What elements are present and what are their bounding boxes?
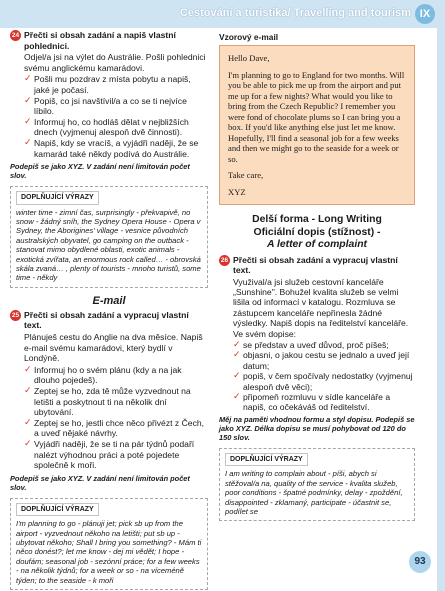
vocabulary-text: I am writing to complain about - píši, abych si stěžoval/a na, quality of the service - kvalita služeb, poor conditions - špatné podmínky, delay - zpoždění, disappointed - zklamaný, participate - účastnit se, podílet se [225, 469, 403, 516]
task-bullets [24, 74, 208, 159]
task-heading-text: Přečti si obsah zadání a napiš vlastní pohlednici. [24, 30, 176, 51]
bullet-item: ✓ Vyjádři naději, že se ti na pár týdnů podaří nalézt výhodnou práci a poté pojedete společně k moři. [24, 439, 208, 471]
vocabulary-text: I'm planning to go - plánuji jet; pick sb up from the airport - vyzvednout někoho na letišti; put sb up - ubytovat někoho; Shall I bring you something? - Mám ti něco donést?; let me know - dej mi vědět; I hope - doufám; seasonal job - sezónní práce; for a few weeks - na několik týdnů; for a week or so - na víceméně týden; to the seaside - k moři [16, 519, 202, 585]
page-number: 93 [409, 551, 431, 573]
bullet-item: ✓ připomeň rozmluvu v sídle kanceláře a napiš, co očekáváš od ředitelství. [233, 392, 415, 413]
task-note: Podepiš se jako XYZ. V zadání není limitován počet slov. [10, 162, 190, 181]
email-closing: Take care, [228, 170, 264, 180]
task-intro: Plánuješ cestu do Anglie na dva měsíce. Napiš e-mail svému kamarádovi, který bydlí v Londýně. [24, 331, 203, 364]
vocabulary-text: winter time - zimní čas, surprisingly - překvapivě, no snow - žádný sníh, the Sydney Opera House - Opera v Sydney, the Aborigines' village - vesnice původních australských obyvatel, go camping on the outback - stanovat mimo obydlené oblasti, exotic animals - exotická zvířata, an enormous rock called… - obrovská skála zvaná… , plenty of tourists - mnoho turistů, some time - někdy [16, 207, 201, 283]
vocabulary-box [219, 448, 415, 521]
sample-email-label: Vzorový e-mail [219, 32, 279, 42]
bullet-item: ✓ Popiš, co jsi navštívil/a a co se ti nejvíce líbilo. [24, 96, 208, 117]
vocabulary-title: DOPLŇUJÍCÍ VÝRAZY [16, 503, 99, 516]
right-column [219, 30, 415, 521]
vocabulary-box [10, 186, 208, 288]
bullet-item: ✓ objasni, o jakou cestu se jednalo a uveď její datum; [233, 350, 415, 371]
task-bullets [233, 340, 415, 413]
bullet-item: ✓ se představ a uveď důvod, proč píšeš; [233, 340, 415, 350]
task-note: Podepiš se jako XYZ. V zadání není limitován počet slov. [10, 473, 190, 492]
chapter-title: Cestování a turistika/ Travelling and tourism [179, 7, 411, 19]
side-strip [437, 28, 445, 591]
task-bullets [24, 365, 208, 471]
left-column [10, 30, 208, 590]
vocabulary-title: DOPLŇUJÍCÍ VÝRAZY [225, 453, 308, 466]
task-heading [10, 310, 208, 331]
sample-email-box [219, 45, 415, 205]
task-24 [10, 30, 208, 180]
bullet-item: ✓ popiš, v čem spočívaly nedostatky (vyjmenuj alespoň dvě věci); [233, 371, 415, 392]
bullet-item: ✓ Informuj ho, co hodláš dělat v nejbližších dnech (vyjmenuj alespoň dvě činnosti). [24, 117, 208, 138]
task-heading [219, 255, 415, 276]
task-intro: Využival/a jsi služeb cestovní kanceláře „Sunshine". Bohužel kvalita služeb se velmi lišila od informací v katalogu. Rozmluva se zástupcem kanceláře nepřinesla žádné výsledky. Napiš dopis na ředitelství kanceláře. Ve svém dopise: [233, 276, 409, 339]
vocabulary-box [10, 498, 208, 590]
task-intro: Odjel/a jsi na výlet do Austrálie. Pošli pohlednici svému anglickému kamarádovi. [24, 52, 206, 73]
long-writing-title-line: Delší forma - Long Writing [252, 214, 382, 225]
task-heading-text: Přečti si obsah zadání a vypracuj vlastní text. [233, 254, 398, 276]
task-26 [219, 255, 415, 442]
task-number-badge: 26 [220, 256, 229, 264]
task-heading [10, 30, 208, 51]
long-writing-title-line: A letter of complaint [266, 239, 368, 251]
bullet-item: ✓ Zeptej se ho, jestli chce něco přivézt z Čech, a uveď nějaké návrhy. [24, 418, 208, 439]
unit-badge: IX [415, 4, 435, 24]
task-number-badge: 25 [11, 311, 20, 319]
task-heading-text: Přečti si obsah zadání a vypracuj vlastní text. [24, 309, 189, 331]
bullet-item: ✓ Napiš, kdy se vracíš, a vyjádři naději, že se kamarád také někdy podívá do Austrálie. [24, 138, 208, 159]
email-signature: XYZ [228, 186, 246, 197]
task-note: Měj na paměti vhodnou formu a styl dopisu. Podepiš se jako XYZ. Délka dopisu se musí pohybovat od 120 do 150 slov. [219, 414, 415, 442]
header-band [0, 0, 445, 28]
bullet-item: ✓ Pošli mu pozdrav z místa pobytu a napiš, jaké je počasí. [24, 74, 208, 95]
long-writing-title [219, 214, 415, 252]
bullet-item: ✓ Zeptej se ho, zda tě může vyzvednout na letišti a poskytnout ti na několik dní ubytování. [24, 386, 208, 418]
email-greeting: Hello Dave, [228, 53, 270, 63]
task-number-badge: 24 [11, 32, 20, 39]
email-body: I'm planning to go to England for two months. Will you be able to pick me up from the airport and put me up for a few nights? What would you like to bring from the Czech Republic? I remember you were fond of chocolate plums so I can bring you a box. If you'd like anything else just let me know. Hopefully, I'll find a seasonal job for a few weeks and then we might go to the seaside for a week or so. [228, 69, 405, 164]
vocabulary-title: DOPLŇUJÍCÍ VÝRAZY [16, 191, 99, 204]
bullet-item: ✓ Informuj ho o svém plánu (kdy a na jak dlouho pojedeš). [24, 365, 208, 386]
long-writing-title-line: Oficiální dopis (stížnost) - [253, 226, 381, 238]
task-25 [10, 310, 208, 492]
section-title: E-mail [92, 294, 126, 307]
